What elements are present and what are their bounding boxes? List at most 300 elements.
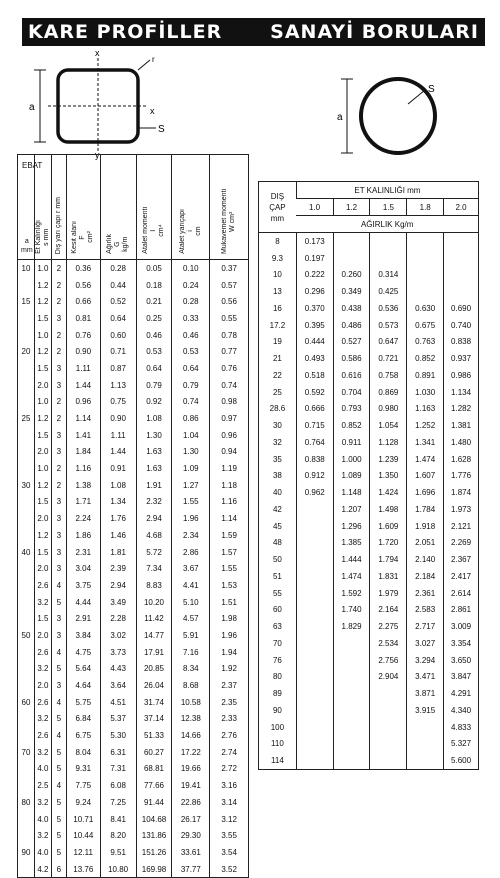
table-row [259, 736, 479, 753]
table-cell: 0.616 [333, 367, 370, 384]
table-cell: 2.72 [210, 761, 249, 778]
table-cell: 2.24 [66, 510, 100, 527]
table-row [259, 401, 479, 418]
table-cell: 1.63 [136, 460, 172, 477]
table-row [259, 602, 479, 619]
table-cell: 3.54 [210, 844, 249, 861]
table-cell: 6.84 [66, 711, 100, 728]
table-cell: 9.3 [271, 253, 283, 263]
table-cell: 0.90 [66, 343, 100, 360]
table-cell: 1.2 [34, 527, 51, 544]
table-cell: 1.474 [407, 451, 444, 468]
table-cell: 0.96 [210, 427, 249, 444]
table-cell: 2.614 [444, 585, 479, 602]
table-cell: 1.0 [34, 260, 51, 277]
table-cell: 7.34 [136, 560, 172, 577]
table-cell [296, 669, 333, 686]
table-cell: 3 [51, 677, 66, 694]
table-cell: 1.51 [210, 594, 249, 611]
table-cell: 1.381 [444, 417, 479, 434]
table-row [259, 652, 479, 669]
table-cell [444, 267, 479, 284]
a-mm-label: a mm [21, 238, 33, 254]
table-cell: 1.341 [407, 434, 444, 451]
table-cell: 0.28 [100, 260, 136, 277]
table-cell: 40 [272, 488, 282, 498]
table-cell: 0.71 [100, 343, 136, 360]
table-cell: 30 [272, 421, 282, 431]
table-cell: 32 [272, 437, 282, 447]
table-cell: 1.55 [210, 560, 249, 577]
table-cell: 3 [51, 510, 66, 527]
table-cell: 1.609 [370, 518, 407, 535]
square-profile-diagram [29, 48, 165, 160]
table-cell: 4.44 [66, 594, 100, 611]
table-cell: 3.75 [66, 577, 100, 594]
table-cell [407, 283, 444, 300]
table-cell: 1.92 [210, 661, 249, 678]
table-cell: 90 [272, 705, 282, 715]
table-cell: 0.90 [100, 410, 136, 427]
table-cell: 14.66 [172, 727, 210, 744]
header-left-title: KARE PROFİLLER [28, 21, 223, 43]
table-cell [333, 250, 370, 267]
table-row [18, 544, 249, 561]
table-cell: 1.53 [210, 577, 249, 594]
table-cell: 37.77 [172, 861, 210, 878]
radius-label: r [152, 55, 155, 64]
table-row [18, 727, 249, 744]
table-cell: 1.63 [136, 444, 172, 461]
table-cell: 5.75 [66, 694, 100, 711]
table-cell: 2.5 [34, 777, 51, 794]
table-cell: 1.71 [66, 494, 100, 511]
table-cell: 3.354 [444, 635, 479, 652]
table-cell: 0.28 [172, 293, 210, 310]
table-cell: 7.16 [172, 644, 210, 661]
table-cell: 110 [271, 739, 284, 749]
table-cell: 0.793 [333, 401, 370, 418]
table-cell [18, 394, 35, 411]
table-cell [296, 618, 333, 635]
table-cell [18, 527, 35, 544]
table-cell: 3 [51, 377, 66, 394]
table-cell [407, 233, 444, 250]
table-cell: 50 [272, 555, 282, 565]
table-cell: 40 [21, 547, 31, 557]
table-cell: 1.14 [66, 410, 100, 427]
table-cell: 0.869 [370, 384, 407, 401]
table-cell: 1.19 [210, 460, 249, 477]
table-cell: 2.33 [210, 711, 249, 728]
table-cell: 60 [272, 605, 282, 615]
wall-thickness-header: ET KALINLIĞI mm [296, 182, 478, 199]
table-cell [18, 560, 35, 577]
table-cell: 2.74 [210, 744, 249, 761]
table-cell: 3.12 [210, 811, 249, 828]
table-cell: 1.424 [370, 484, 407, 501]
table-cell [333, 719, 370, 736]
table-cell: 2.583 [407, 602, 444, 619]
table-cell: 1.498 [370, 501, 407, 518]
table-cell: 1.134 [444, 384, 479, 401]
table-cell: 2 [51, 343, 66, 360]
table-cell: 3.55 [210, 827, 249, 844]
table-cell [18, 494, 35, 511]
table-cell: 4 [51, 694, 66, 711]
table-cell [407, 719, 444, 736]
table-cell: 15 [21, 297, 31, 307]
table-cell: 0.438 [333, 300, 370, 317]
table-cell: 0.53 [172, 343, 210, 360]
table-cell: 1.444 [333, 551, 370, 568]
table-cell: 1.30 [136, 427, 172, 444]
table-cell [296, 635, 333, 652]
table-cell: 2.76 [210, 727, 249, 744]
header-right-title: SANAYİ BORULARI [270, 21, 479, 43]
outer-diameter-header [259, 182, 297, 233]
table-row [18, 610, 249, 627]
table-cell: 2.0 [34, 377, 51, 394]
table-cell: 77.66 [136, 777, 172, 794]
table-cell: 30 [21, 480, 31, 490]
table-cell [333, 752, 370, 769]
table-cell: 1.350 [370, 468, 407, 485]
table-row [18, 761, 249, 778]
table-cell [407, 267, 444, 284]
table-cell: 1.794 [370, 551, 407, 568]
table-row [18, 444, 249, 461]
table-cell: 0.675 [407, 317, 444, 334]
table-cell [296, 685, 333, 702]
x-axis-label: x [95, 48, 100, 58]
table-cell: 1.30 [172, 444, 210, 461]
table-row [259, 669, 479, 686]
table-cell: 1.5 [34, 544, 51, 561]
table-cell [333, 685, 370, 702]
table-cell [18, 577, 35, 594]
table-cell: 13 [272, 287, 282, 297]
table-cell: 0.740 [444, 317, 479, 334]
table-row [259, 702, 479, 719]
table-cell: 1.44 [66, 377, 100, 394]
table-row [18, 510, 249, 527]
table-cell: 1.96 [172, 510, 210, 527]
table-cell: 1.918 [407, 518, 444, 535]
table-cell: 0.46 [172, 327, 210, 344]
table-row [18, 694, 249, 711]
table-cell: 0.370 [296, 300, 333, 317]
table-cell: 5 [51, 827, 66, 844]
table-cell: 51.33 [136, 727, 172, 744]
table-cell: 2 [51, 277, 66, 294]
table-cell: 3 [51, 627, 66, 644]
table-cell: 2.051 [407, 535, 444, 552]
table-cell: 0.36 [66, 260, 100, 277]
table-cell: 2.6 [34, 644, 51, 661]
table-cell: 4.340 [444, 702, 479, 719]
table-cell: 3 [51, 610, 66, 627]
table-cell [296, 585, 333, 602]
table-cell: 0.666 [296, 401, 333, 418]
table-cell: 0.87 [100, 360, 136, 377]
table-row [259, 635, 479, 652]
table-cell: 1.829 [333, 618, 370, 635]
table-cell [18, 711, 35, 728]
table-cell: 1.96 [210, 627, 249, 644]
table-cell: 2.34 [172, 527, 210, 544]
table-cell: 1.94 [210, 644, 249, 661]
table-cell [296, 518, 333, 535]
table-cell [18, 811, 35, 828]
thickness-label: S [158, 124, 165, 135]
table-cell: 1.41 [66, 427, 100, 444]
table-row [259, 752, 479, 769]
table-cell: 1.831 [370, 568, 407, 585]
table-row [18, 811, 249, 828]
table-cell: 104.68 [136, 811, 172, 828]
table-cell [296, 752, 333, 769]
table-row [259, 334, 479, 351]
table-cell: 2.140 [407, 551, 444, 568]
table-cell: 0.518 [296, 367, 333, 384]
table-cell: 12.11 [66, 844, 100, 861]
table-cell: 3.2 [34, 661, 51, 678]
table-cell: 0.758 [370, 367, 407, 384]
table-cell: 2.37 [210, 677, 249, 694]
table-cell: 3.2 [34, 711, 51, 728]
table-cell: 5.600 [444, 752, 479, 769]
table-cell: 1.55 [172, 494, 210, 511]
table-cell: 0.74 [172, 394, 210, 411]
table-cell: 1.163 [407, 401, 444, 418]
table-cell: 1.2 [34, 293, 51, 310]
table-cell: 0.97 [210, 410, 249, 427]
table-row [18, 777, 249, 794]
table-cell: 1.089 [333, 468, 370, 485]
table-cell: 1.16 [66, 460, 100, 477]
y-axis-label: y [95, 150, 100, 160]
table-cell [18, 761, 35, 778]
table-cell: 1.57 [210, 544, 249, 561]
table-row [18, 844, 249, 861]
table-cell: 3 [51, 360, 66, 377]
thickness-column-header: 1.2 [333, 199, 370, 216]
table-cell: 0.173 [296, 233, 333, 250]
table-cell: 0.527 [333, 334, 370, 351]
table-cell: 17.2 [269, 320, 286, 330]
table-cell: 51 [272, 571, 282, 581]
table-cell: 1.59 [210, 527, 249, 544]
table-cell: 1.2 [34, 477, 51, 494]
table-cell: 1.11 [66, 360, 100, 377]
table-cell: 8.34 [172, 661, 210, 678]
table-cell: 2.91 [66, 610, 100, 627]
table-cell [444, 233, 479, 250]
header-section-modulus: Mukavemet momenti W cm³ [210, 155, 249, 260]
thickness-column-header: 1.8 [407, 199, 444, 216]
table-cell: 9.51 [100, 844, 136, 861]
table-cell [444, 250, 479, 267]
table-cell: 17.22 [172, 744, 210, 761]
table-cell: 1.09 [172, 460, 210, 477]
table-cell: 1.474 [333, 568, 370, 585]
table-cell: 5 [51, 794, 66, 811]
table-row [18, 343, 249, 360]
table-cell [370, 736, 407, 753]
table-cell: 2.164 [370, 602, 407, 619]
table-cell: 80 [272, 672, 282, 682]
table-cell [333, 669, 370, 686]
table-cell: 48 [272, 538, 282, 548]
table-cell: 0.852 [407, 350, 444, 367]
table-cell: 2.32 [136, 494, 172, 511]
table-cell [18, 460, 35, 477]
table-cell: 0.838 [444, 334, 479, 351]
table-cell [18, 277, 35, 294]
table-cell [18, 727, 35, 744]
table-cell: 13.76 [66, 861, 100, 878]
table-cell: 169.98 [136, 861, 172, 878]
table-cell: 0.94 [210, 444, 249, 461]
table-cell: 20.85 [136, 661, 172, 678]
table-cell: 7.75 [66, 777, 100, 794]
table-row [18, 577, 249, 594]
table-cell: 0.891 [407, 367, 444, 384]
table-cell: 4.0 [34, 761, 51, 778]
table-cell: 0.53 [136, 343, 172, 360]
table-cell: 0.395 [296, 317, 333, 334]
table-row [18, 861, 249, 878]
table-cell: 35 [272, 454, 282, 464]
table-cell: 3.915 [407, 702, 444, 719]
table-cell: 1.5 [34, 310, 51, 327]
table-cell: 2 [51, 477, 66, 494]
table-cell: 0.79 [172, 377, 210, 394]
table-cell: 1.207 [333, 501, 370, 518]
table-cell: 5 [51, 811, 66, 828]
table-cell: 0.715 [296, 417, 333, 434]
table-row [259, 618, 479, 635]
table-row [18, 711, 249, 728]
table-cell: 0.76 [210, 360, 249, 377]
table-row [259, 501, 479, 518]
table-row [18, 293, 249, 310]
table-cell: 0.74 [210, 377, 249, 394]
table-cell: 0.44 [100, 277, 136, 294]
table-cell: 6.75 [66, 727, 100, 744]
table-row [18, 460, 249, 477]
table-cell: 0.592 [296, 384, 333, 401]
table-cell: 100 [270, 722, 285, 732]
table-cell: 3.2 [34, 827, 51, 844]
table-cell [18, 310, 35, 327]
table-cell: 5 [51, 844, 66, 861]
table-cell [296, 551, 333, 568]
table-cell: 0.66 [66, 293, 100, 310]
table-row [18, 277, 249, 294]
table-cell: 1.239 [370, 451, 407, 468]
table-cell: 8.41 [100, 811, 136, 828]
table-cell: 5.72 [136, 544, 172, 561]
table-cell: 5.327 [444, 736, 479, 753]
table-cell: 3.52 [210, 861, 249, 878]
table-cell: 10.71 [66, 811, 100, 828]
table-cell: 1.720 [370, 535, 407, 552]
table-cell: 0.79 [136, 377, 172, 394]
table-cell: 2.904 [370, 669, 407, 686]
table-cell: 0.586 [333, 350, 370, 367]
table-cell: 25 [21, 414, 31, 424]
table-cell: 3 [51, 444, 66, 461]
header-inertia-moment: Atalet momenti I cm⁴ [136, 155, 172, 260]
table-cell: 45 [272, 521, 282, 531]
table-cell [18, 510, 35, 527]
table-row [259, 484, 479, 501]
table-cell: 9.31 [66, 761, 100, 778]
table-cell: 0.56 [210, 293, 249, 310]
table-row [18, 360, 249, 377]
table-cell: 2.6 [34, 694, 51, 711]
table-row [18, 477, 249, 494]
table-cell: 0.25 [136, 310, 172, 327]
table-cell: 2 [51, 260, 66, 277]
table-cell: 38 [272, 471, 282, 481]
table-row [259, 417, 479, 434]
table-cell: 2.184 [407, 568, 444, 585]
table-row [18, 677, 249, 694]
table-cell [370, 685, 407, 702]
table-row [259, 233, 479, 250]
table-cell [296, 501, 333, 518]
table-cell: 0.962 [296, 484, 333, 501]
table-row [259, 317, 479, 334]
table-cell: 76 [272, 655, 282, 665]
table-cell: 8.83 [136, 577, 172, 594]
table-cell [333, 233, 370, 250]
table-cell: 89 [272, 689, 282, 699]
table-cell: 26.04 [136, 677, 172, 694]
table-cell: 1.2 [34, 410, 51, 427]
table-cell: 2.31 [66, 544, 100, 561]
table-cell [18, 661, 35, 678]
table-row [18, 627, 249, 644]
table-cell: 0.76 [66, 327, 100, 344]
table-cell: 2.717 [407, 618, 444, 635]
table-cell: 20 [21, 347, 31, 357]
table-cell [333, 652, 370, 669]
table-cell: 151.26 [136, 844, 172, 861]
table-cell: 2.28 [100, 610, 136, 627]
table-cell: 0.86 [172, 410, 210, 427]
table-cell: 1.628 [444, 451, 479, 468]
table-cell: 0.536 [370, 300, 407, 317]
table-cell: 1.16 [210, 494, 249, 511]
header-inertia-radius: Atalet yarıçapı i cm [172, 155, 210, 260]
table-cell: 17.91 [136, 644, 172, 661]
table-cell: 131.86 [136, 827, 172, 844]
wall-thickness-label: S [428, 84, 435, 95]
table-cell: 2.94 [100, 577, 136, 594]
table-cell: 3.73 [100, 644, 136, 661]
table-row [18, 594, 249, 611]
table-cell: 4.57 [172, 610, 210, 627]
pipe-diagram [337, 79, 435, 153]
table-cell: 2.35 [210, 694, 249, 711]
table-cell: 1.91 [136, 477, 172, 494]
table-cell: 5 [51, 744, 66, 761]
table-row [259, 585, 479, 602]
